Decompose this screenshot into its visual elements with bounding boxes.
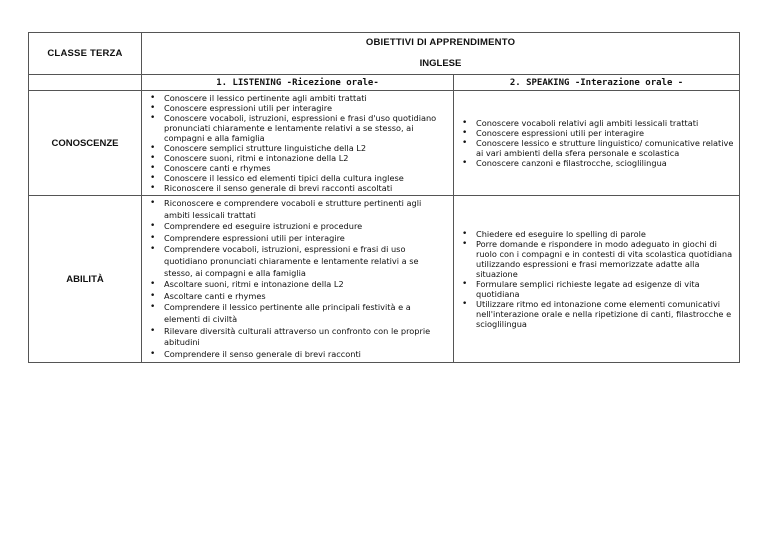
list-item: • Ascoltare canti e rhymes	[142, 291, 449, 303]
abilita-speaking-cell	[454, 196, 740, 363]
list-item: • Conoscere espressioni utili per interagire	[454, 128, 735, 138]
list-item: • Comprendere il senso generale di brevi racconti	[142, 349, 449, 361]
list-item: • Comprendere espressioni utili per interagire	[142, 233, 449, 245]
list-item: • Conoscere canti e rhymes	[142, 163, 449, 173]
list-item: • Conoscere suoni, ritmi e intonazione della L2	[142, 153, 449, 163]
conoscenze-speaking-cell	[454, 91, 740, 196]
list-item: • Conoscere vocaboli, istruzioni, espressioni e frasi d'uso quotidiano pronunciati chiaramente e lentamente relativi a se stesso, ai compagni e alla famiglia	[142, 113, 449, 143]
conoscenze-label: CONOSCENZE	[51, 137, 119, 149]
list-item: • Conoscere vocaboli relativi agli ambiti lessicali trattati	[454, 118, 735, 128]
abilita-listening-cell	[142, 196, 454, 363]
list-item: • Ascoltare suoni, ritmi e intonazione della L2	[142, 279, 449, 291]
list-item: • Conoscere il lessico ed elementi tipici della cultura inglese	[142, 173, 449, 183]
title-cell	[142, 33, 740, 53]
abilita-label-cell	[29, 196, 142, 363]
list-item: • Comprendere vocaboli, istruzioni, espressioni e frasi di uso quotidiano pronunciati chiaramente e lentamente relativi a se stesso, ai compagni e alla famiglia	[142, 244, 449, 279]
listening-header-cell	[142, 75, 454, 91]
blank-header-cell	[29, 75, 142, 91]
conoscenze-listening-list	[142, 91, 453, 195]
abilita-speaking-list	[454, 227, 739, 331]
list-item: • Conoscere lessico e strutture linguistico/ comunicative relative ai vari ambienti della sfera personale e scolastica	[454, 138, 735, 158]
list-item: • Chiedere ed eseguire lo spelling di parole	[454, 229, 735, 239]
abilita-row	[29, 196, 740, 363]
list-item: • Porre domande e rispondere in modo adeguato in giochi di ruolo con i compagni e in contesti di vita scolastica quotidiana utilizzando espressioni e frasi memorizzate adatte alla situazione	[454, 239, 735, 279]
speaking-header-cell	[454, 75, 740, 91]
subject-label: INGLESE	[419, 57, 462, 69]
list-item: • Conoscere canzoni e filastrocche, scioglilingua	[454, 158, 735, 168]
list-item: • Rilevare diversità culturali attraverso un confronto con le proprie abitudini	[142, 326, 449, 349]
conoscenze-row	[29, 91, 740, 196]
list-item: • Comprendere ed eseguire istruzioni e procedure	[142, 221, 449, 233]
list-item: • Formulare semplici richieste legate ad esigenze di vita quotidiana	[454, 279, 735, 299]
speaking-header: 2. SPEAKING -Interazione orale -	[509, 77, 684, 88]
list-item: • Comprendere il lessico pertinente alle principali festività e a elementi di civiltà	[142, 302, 449, 325]
subject-cell	[142, 53, 740, 75]
list-item: • Utilizzare ritmo ed intonazione come elementi comunicativi nell'interazione orale e nella ripetizione di canti, filastrocche e scioglilingua	[454, 299, 735, 329]
conoscenze-speaking-list	[454, 116, 739, 170]
conoscenze-label-cell	[29, 91, 142, 196]
list-item: • Conoscere il lessico pertinente agli ambiti trattati	[142, 93, 449, 103]
list-item: • Conoscere espressioni utili per interagire	[142, 103, 449, 113]
list-item: • Conoscere semplici strutture linguistiche della L2	[142, 143, 449, 153]
table-title: OBIETTIVI DI APPRENDIMENTO	[365, 37, 516, 49]
list-item: • Riconoscere il senso generale di brevi racconti ascoltati	[142, 183, 449, 193]
abilita-label: ABILITÀ	[66, 273, 104, 285]
list-item: • Riconoscere e comprendere vocaboli e strutture pertinenti agli ambiti lessicali trattati	[142, 198, 449, 221]
objectives-table	[28, 32, 740, 363]
listening-header: 1. LISTENING -Ricezione orale-	[216, 77, 379, 88]
conoscenze-listening-cell	[142, 91, 454, 196]
abilita-listening-list	[142, 196, 453, 362]
class-label-cell	[29, 33, 142, 75]
class-label: CLASSE TERZA	[47, 48, 123, 59]
